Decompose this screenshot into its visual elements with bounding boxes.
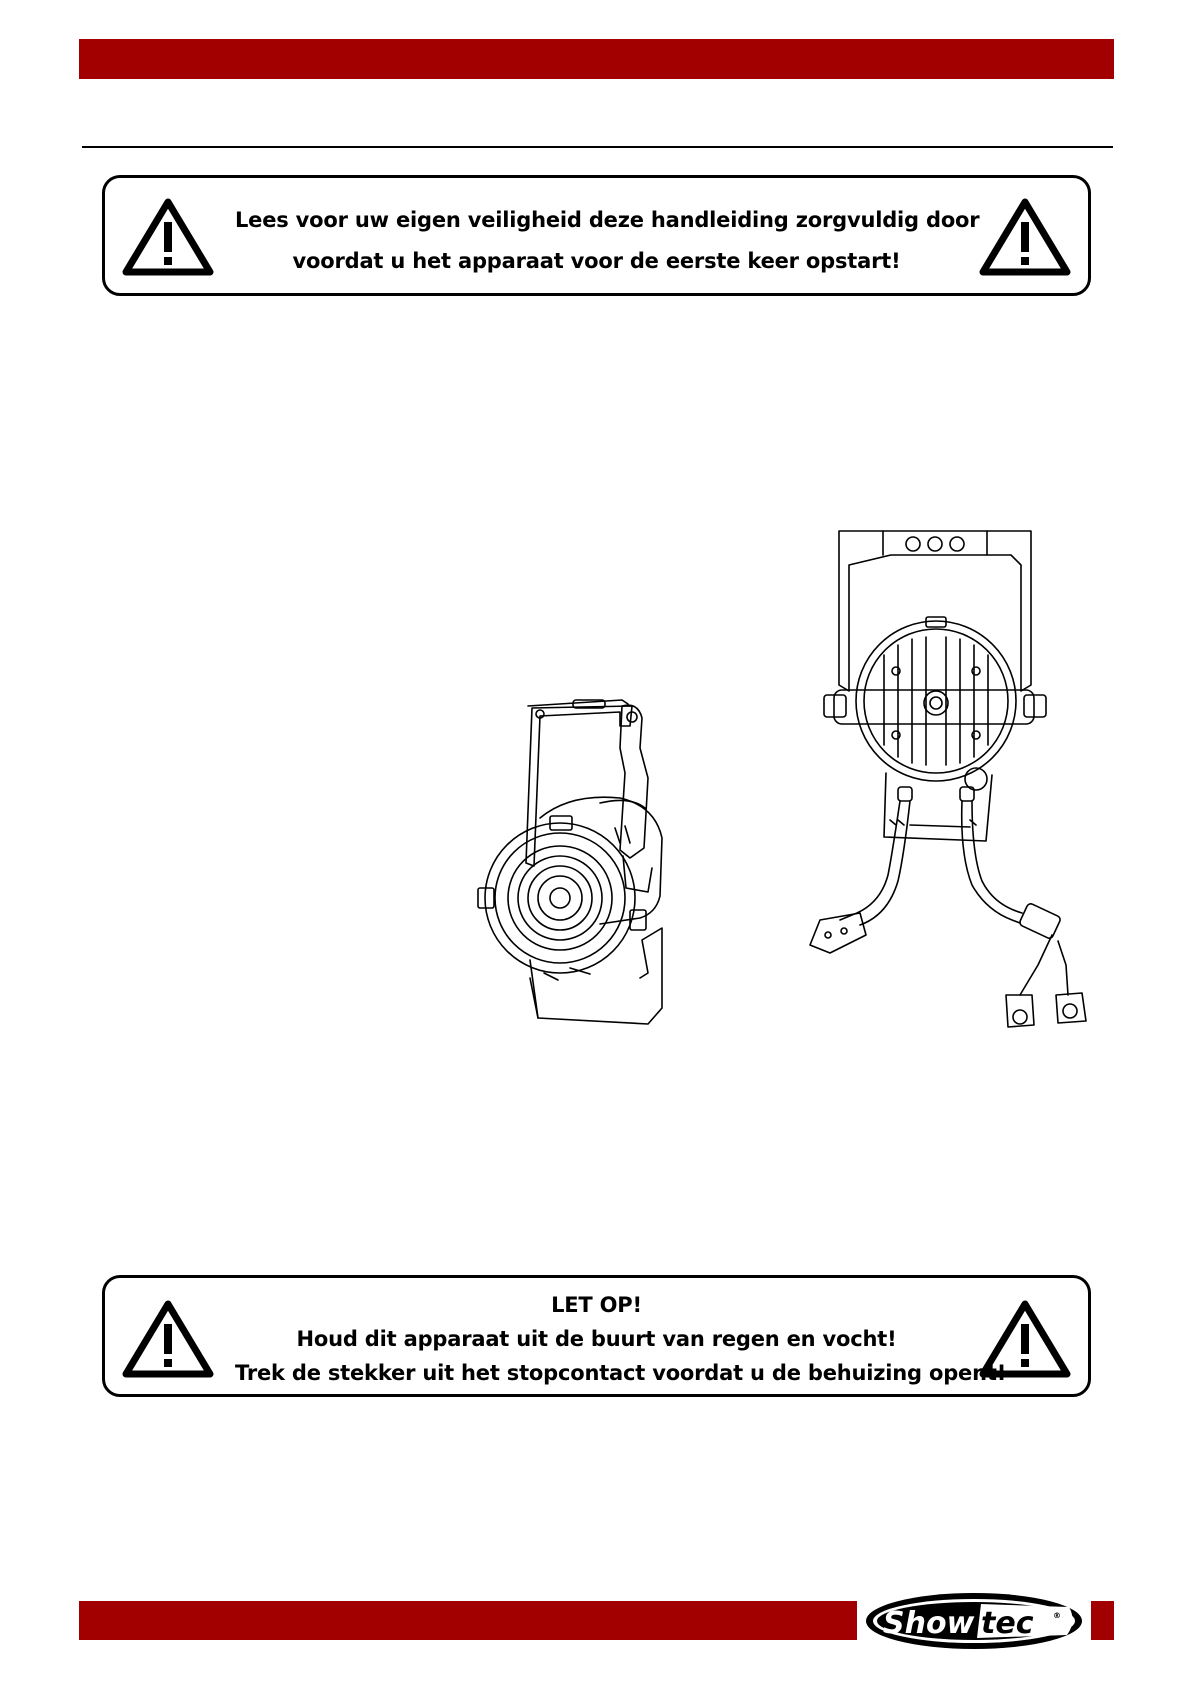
header-bar xyxy=(79,39,1114,79)
svg-text:Show: Show xyxy=(883,1606,975,1641)
warning-triangle-icon xyxy=(978,196,1072,276)
footer-bar-end xyxy=(1091,1601,1114,1640)
svg-text:®: ® xyxy=(1053,1611,1061,1620)
footer-bar xyxy=(79,1601,857,1640)
fresnel-spotlight-rear-drawing xyxy=(800,525,1092,1040)
fresnel-spotlight-front-drawing xyxy=(470,678,710,1028)
moisture-warning-line: Houd dit apparaat uit de buurt van regen en vocht! xyxy=(296,1327,897,1351)
warning-triangle-icon xyxy=(121,1298,215,1378)
header-rule xyxy=(82,146,1113,148)
safety-warning-text xyxy=(235,200,980,282)
safety-warning-line: Lees voor uw eigen veiligheid deze handleiding zorgvuldig door xyxy=(235,208,980,232)
warning-triangle-icon xyxy=(121,196,215,276)
showtec-logo xyxy=(863,1590,1085,1652)
moisture-warning-box xyxy=(102,1275,1091,1397)
moisture-warning-title: LET OP! xyxy=(551,1293,642,1317)
warning-triangle-icon xyxy=(978,1298,1072,1378)
safety-warning-line: voordat u het apparaat voor de eerste keer opstart! xyxy=(292,249,901,273)
svg-text:tec: tec xyxy=(981,1606,1034,1641)
moisture-warning-text xyxy=(235,1288,1007,1390)
safety-warning-box xyxy=(102,175,1091,296)
moisture-warning-line: Trek de stekker uit het stopcontact voordat u de behuizing opent! xyxy=(235,1361,1007,1385)
